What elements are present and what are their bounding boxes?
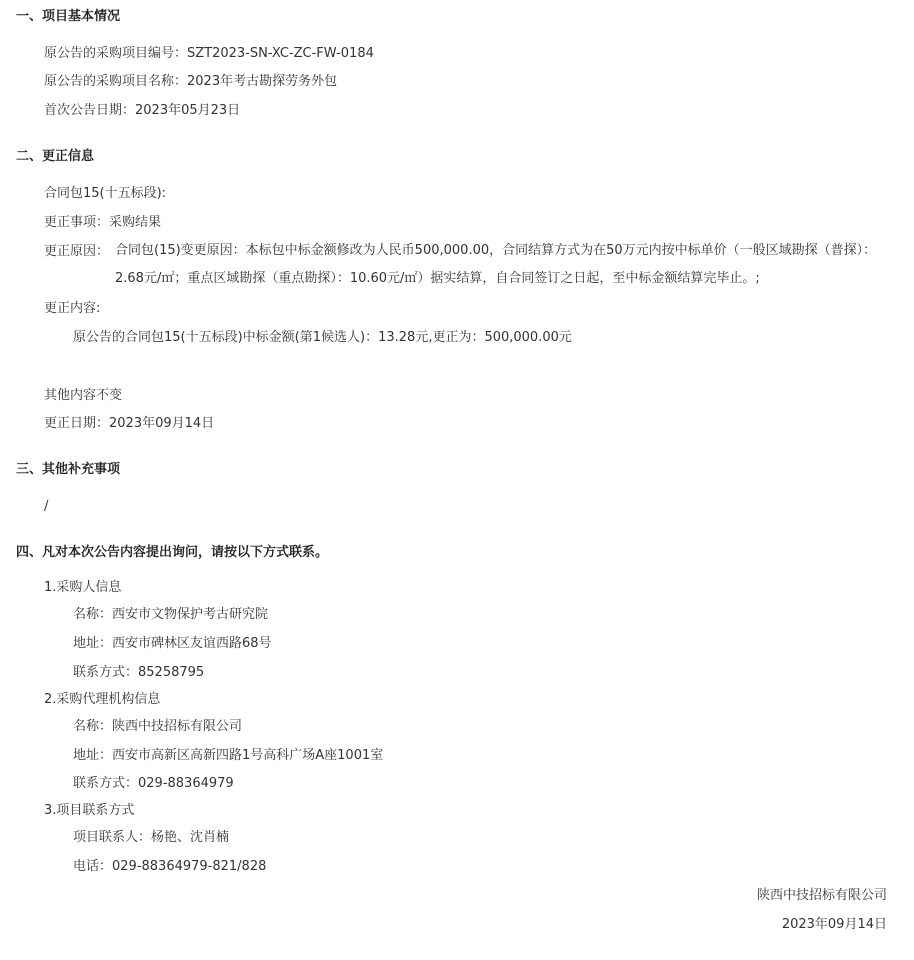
first-announcement-date: 首次公告日期：2023年05月23日 — [44, 103, 241, 118]
correction-date: 更正日期：2023年09月14日 — [44, 416, 215, 431]
correction-reason-body: 合同包(15)变更原因：本标包中标金额修改为人民币500,000.00，合同结算方式为在50万元内按中标单价（一般区域勘探（普探）：2.68元/㎡；重点区域勘探（重点勘探）：10.60元/㎡）据实结算，自合同签订之日起，至中标金额结算完毕止。; — [115, 243, 877, 286]
correction-reason-text — [115, 237, 890, 293]
correction-reason-label: 更正原因： — [44, 244, 110, 259]
section-2-heading: 二、更正信息 — [16, 149, 95, 164]
correction-content-text: 原公告的合同包15(十五标段)中标金额(第1候选人)：13.28元,更正为：500,000.00元 — [73, 330, 572, 345]
agent-name: 名称：陕西中技招标有限公司 — [73, 719, 243, 734]
buyer-contact: 联系方式：85258795 — [73, 665, 205, 680]
project-contact-person: 项目联系人：杨艳、沈肖楠 — [73, 830, 230, 845]
correction-item: 更正事项：采购结果 — [44, 215, 162, 230]
agent-contact: 联系方式：029-88364979 — [73, 776, 234, 791]
project-name: 原公告的采购项目名称：2023年考古勘探劳务外包 — [44, 74, 338, 89]
supplementary-text: / — [44, 499, 49, 514]
contract-package: 合同包15(十五标段): — [44, 186, 167, 201]
footer-date: 2023年09月14日 — [781, 917, 887, 932]
project-contact-phone: 电话：029-88364979-821/828 — [73, 859, 267, 874]
section-3-heading: 三、其他补充事项 — [16, 462, 121, 477]
project-number: 原公告的采购项目编号：SZT2023-SN-XC-ZC-FW-0184 — [44, 46, 374, 61]
other-content-unchanged: 其他内容不变 — [44, 388, 123, 403]
section-1-heading: 一、项目基本情况 — [16, 9, 121, 24]
buyer-address: 地址：西安市碑林区友谊西路68号 — [73, 636, 272, 651]
agent-info-title: 2.采购代理机构信息 — [44, 692, 161, 707]
correction-content-label: 更正内容: — [44, 301, 101, 316]
agent-address: 地址：西安市高新区高新四路1号高科广场A座1001室 — [73, 748, 384, 763]
project-contact-title: 3.项目联系方式 — [44, 803, 135, 818]
buyer-info-title: 1.采购人信息 — [44, 580, 122, 595]
footer-company: 陕西中技招标有限公司 — [756, 888, 887, 903]
section-4-heading: 四、凡对本次公告内容提出询问，请按以下方式联系。 — [16, 545, 329, 560]
buyer-name: 名称：西安市文物保护考古研究院 — [73, 607, 269, 622]
